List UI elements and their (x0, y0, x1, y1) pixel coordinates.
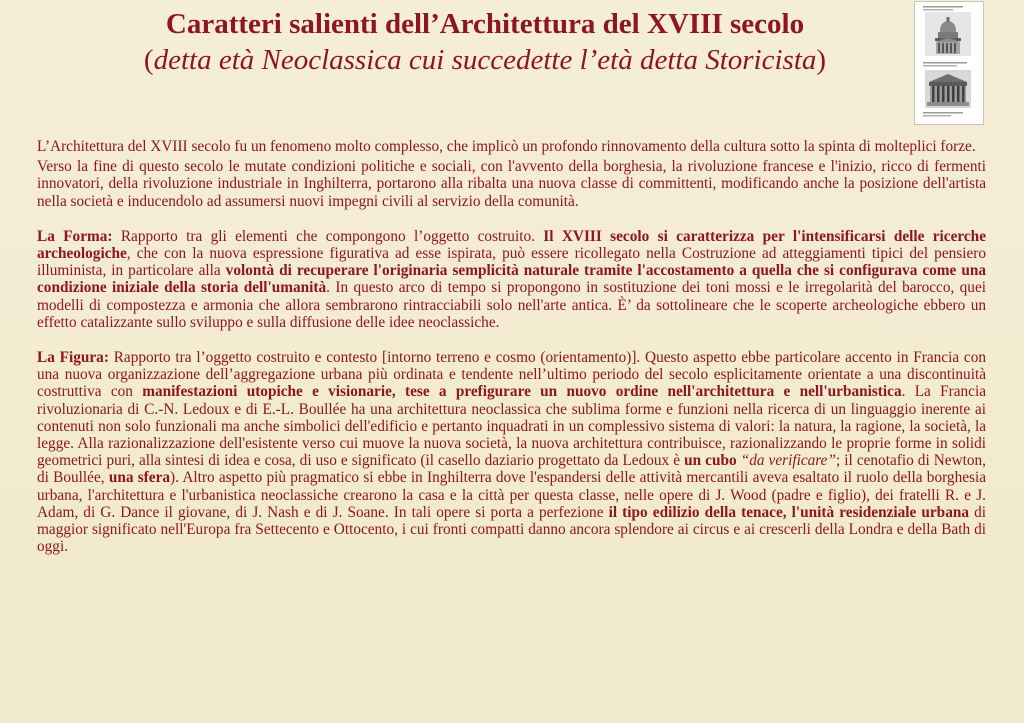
figura-label: La Figura: (37, 349, 109, 367)
figura-text-5: di maggior significato nell'Europa fra Settecento e Ottocento, i cui fronti compatti danno ancora splendore ai circus e ai crescerli della Londra e della Bath di oggi. (37, 503, 986, 556)
page-title (70, 6, 900, 78)
figura-paragraph (37, 349, 986, 555)
figura-text-1: Rapporto tra l’oggetto costruito e contesto [intorno terreno e cosmo (orientamento)]. Questo aspetto ebbe particolare accento in Francia con una nuova organizzazione dell’aggregazione urbana più ordinata e tendente nell’ultimo periodo del secolo esplicitamente orientate a una discontinuità costruttiva con (37, 349, 986, 401)
subtitle-text: detta età Neoclassica cui succedette l’età detta Storicista (153, 44, 817, 76)
body-text (37, 138, 986, 555)
forma-text-2: , che con la nuova espressione figurativa ad esse ispirata, può essere ricollegato nella Costruzione ad atteggiamenti tipici del pensiero illuminista, in particolare alla (37, 245, 986, 280)
forma-paragraph (37, 228, 986, 331)
thumbnail-image (914, 1, 984, 125)
intro-paragraph-1: L’Architettura del XVIII secolo fu un fenomeno molto complesso, che implicò un profondo rinnovamento della cultura sotto la spinta di molteplici forze. (37, 138, 976, 155)
subtitle-open-paren: ( (143, 44, 154, 76)
forma-bold-2: volontà di recuperare l'originaria semplicità naturale tramite l'accostamento a quella che si configurava come una condizione iniziale della storia dell'umanità (37, 262, 987, 297)
figura-text-4: ). Altro aspetto più pragmatico si ebbe in Inghilterra dove l'espandersi delle attività mercantili aveva esaltato il ruolo della borghesia urbana, l'architettura e l'urbanistica neoclassiche crearono la casa e la città per questa classe, nelle opere di J. Wood (padre e figlio), dei fratelli R. e J. Adam, di G. Dance il giovane, di J. Nash e di J. Soane. In tali opere si porta a perfezione (37, 469, 987, 521)
subtitle-close-paren: ) (816, 44, 827, 76)
forma-bold-1: Il XVIII secolo si caratterizza per l'intensificarsi delle ricerche archeologiche (37, 227, 986, 263)
figura-bold-4: il tipo edilizio della tenace, l'unità residenziale urbana (608, 503, 969, 521)
figura-text-2: . La Francia rivoluzionaria di C.-N. Ledoux e di E.-L. Boullée ha una architettura neoclassica che sublima forme e funzioni nella ricerca di un linguaggio inerente ai contenuti non solo funzionali ma anche simbolici dell'edificio e pertanto inquadrati in un complessivo sistema di valori: la natura, la ragione, la società, la legge. Alla razionalizzazione dell'esistente verso cui muove la nuova società, la nuova architettura contribuisce, razionalizzando le proprie forme in solidi geometrici puri, alla sintesi di idea e cosa, di uso e significato (il casello daziario progettato da Ledoux è (37, 383, 986, 470)
figura-text-3: ; il cenotafio di Newton, di Boullée, (37, 452, 987, 487)
figura-italic-1: “da verificare” (736, 452, 836, 470)
figura-bold-3: una sfera (108, 469, 171, 487)
title-subtitle (70, 42, 900, 78)
forma-text-3: . In questo arco di tempo si propongono in sostituzione dei toni mossi e le irregolarità del barocco, quei modelli di compostezza e armonia che allora sembrarono rintracciabili solo nell'arte antica. È’ da sottolineare che le scoperte archeologiche ebbero un effetto catalizzante sullo sviluppo e sulla diffusione delle idee neoclassiche. (37, 279, 986, 331)
forma-label: La Forma: (37, 227, 113, 245)
figura-bold-2: un cubo (684, 452, 737, 470)
intro-paragraph-2: Verso la fine di questo secolo le mutate condizioni politiche e sociali, con l'avvento della borghesia, la rivoluzione francese e l'inizio, ricco di fermenti innovatori, della rivoluzione industriale in Inghilterra, portarono alla ribalta una nuova classe di committenti, modificando anche la posizione dell'artista nella società e inducendolo ad assumersi nuovi impegni civili al servizio della comunità. (37, 158, 986, 210)
forma-text-1: Rapporto tra gli elementi che compongono l’oggetto costruito. (112, 227, 544, 245)
figura-bold-1: manifestazioni utopiche e visionarie, tese a prefigurare un nuovo ordine nell'architettura e nell'urbanistica (142, 383, 902, 401)
neoclassical-buildings-image (915, 2, 983, 124)
title-main: Caratteri salienti dell’Architettura del XVIII secolo (165, 8, 805, 40)
